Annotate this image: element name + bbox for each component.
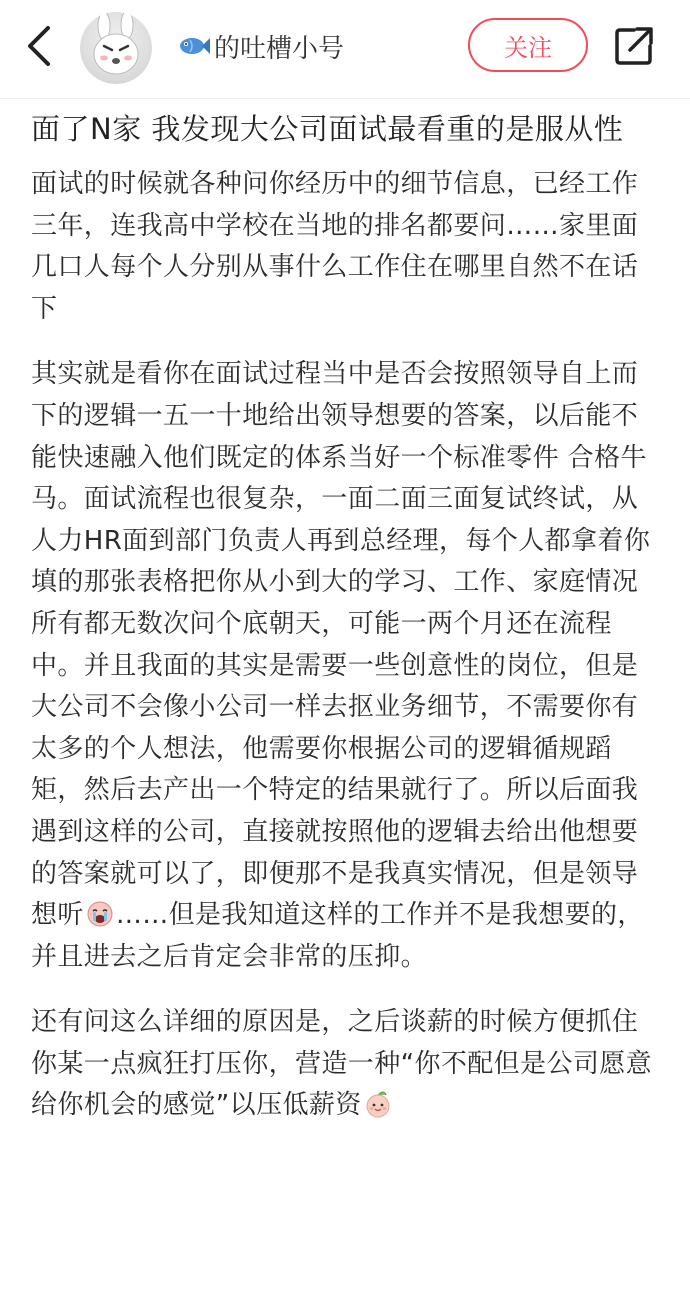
username[interactable] (176, 28, 344, 64)
peach-face-icon (364, 1090, 392, 1118)
paragraph-2-text-after: ……但是我知道这样的工作并不是我想要的，并且进去之后肯定会非常的压抑。 (31, 900, 644, 972)
share-icon (612, 24, 656, 68)
post-paragraph-2 (31, 354, 663, 978)
fish-icon (176, 34, 210, 58)
post-paragraph-1 (31, 164, 663, 330)
paragraph-3-text: 还有问这么详细的原因是，之后谈薪的时候方便抓住你某一点疯狂打压你，营造一种“你不配但是公司愿意给你机会的感觉”以压低薪资 (31, 1007, 653, 1121)
post-content (31, 104, 663, 1127)
top-bar (0, 0, 690, 96)
crying-face-icon (86, 900, 114, 928)
post-paragraph-3 (31, 1002, 663, 1127)
rabbit-avatar-icon (80, 12, 152, 84)
avatar[interactable] (80, 12, 152, 84)
paragraph-1-text: 面试的时候就各种问你经历中的细节信息，已经工作三年，连我高中学校在当地的排名都要问……家里面几口人每个人分别从事什么工作住在哪里自然不在话下 (31, 169, 639, 324)
back-button[interactable] (18, 20, 62, 72)
follow-button[interactable]: 关注 (468, 18, 588, 72)
chevron-left-icon (18, 20, 62, 72)
header-divider (0, 98, 690, 99)
share-button[interactable] (612, 24, 656, 68)
post-title: 面了N家 我发现大公司面试最看重的是服从性 (31, 112, 624, 146)
paragraph-2-text-before: 其实就是看你在面试过程当中是否会按照领导自上而下的逻辑一五一十地给出领导想要的答案，以后能不能快速融入他们既定的体系当好一个标准零件 合格牛马。面试流程也很复杂，一面二面三面复试终试，从人力HR面到部门负责人再到总经理，每个人都拿着你填的那张表格把你从小到大的学习、工作、家庭情况所有都无数次问个底朝天，可能一两个月还在流程中。并且我面的其实是需要一些创意性的岗位，但是大公司不会像小公司一样去抠业务细节，不需要你有太多的个人想法，他需要你根据公司的逻辑循规蹈矩，然后去产出一个特定的结果就行了。所以后面我遇到这样的公司，直接就按照他的逻辑去给出他想要的答案就可以了，即便那不是我真实情况，但是领导想听 (31, 359, 651, 931)
username-text: 的吐槽小号 (214, 33, 345, 64)
